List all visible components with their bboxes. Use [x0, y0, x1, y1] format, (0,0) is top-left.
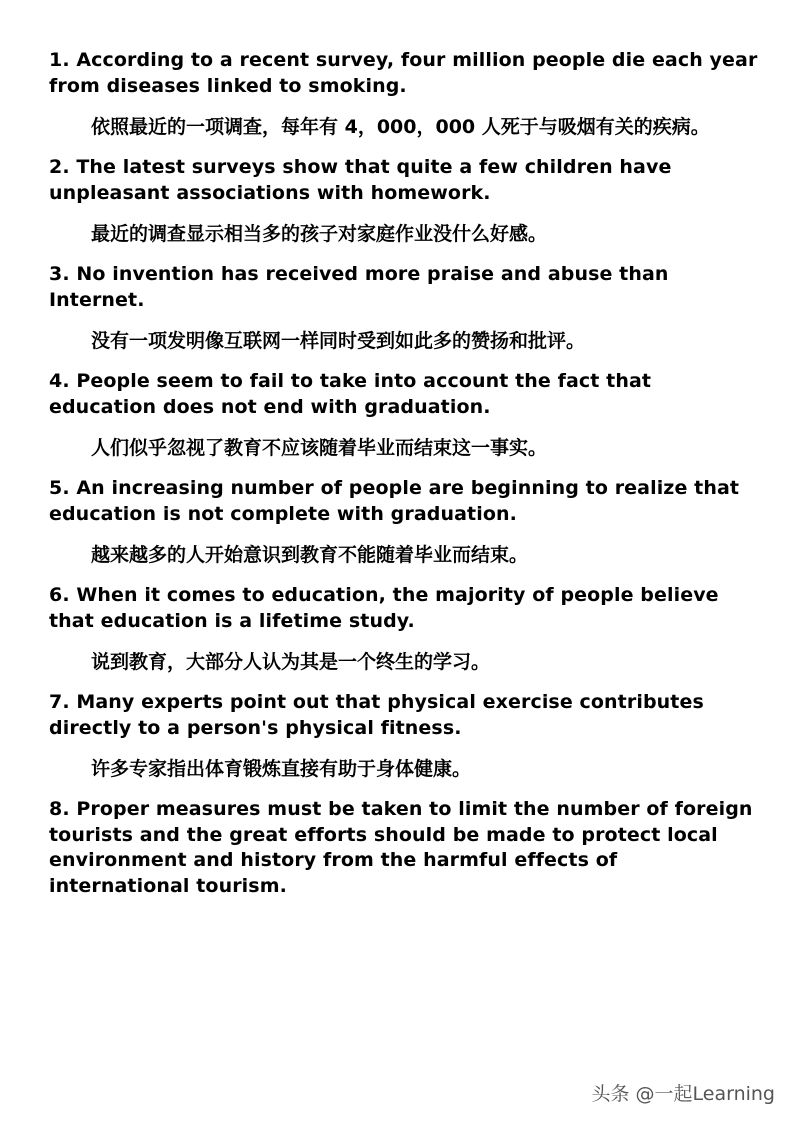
english-sentence: 1. According to a recent survey, four million people die each year from diseases linked to smoking.: [49, 49, 758, 97]
sentence-item-7: [49, 690, 759, 790]
chinese-translation: 依照最近的一项调查，每年有 4，000，000 人死于与吸烟有关的疾病。: [91, 116, 710, 138]
english-sentence: 5. An increasing number of people are beginning to realize that education is not complete with graduation.: [49, 477, 740, 525]
sentence-item-5: [49, 476, 759, 576]
watermark: 头条 @一起Learning: [591, 1083, 775, 1105]
sentence-item-3: [49, 262, 759, 362]
english-sentence: 6. When it comes to education, the majority of people believe that education is a lifetime study.: [49, 584, 719, 632]
chinese-translation: 最近的调查显示相当多的孩子对家庭作业没什么好感。: [91, 223, 548, 245]
sentence-item-4: [49, 369, 759, 469]
chinese-translation: 许多专家指出体育锻炼直接有助于身体健康。: [91, 758, 472, 780]
document-body: [49, 48, 759, 899]
english-sentence: 4. People seem to fail to take into account the fact that education does not end with graduation.: [49, 370, 652, 418]
sentence-item-6: [49, 583, 759, 683]
chinese-translation: 越来越多的人开始意识到教育不能随着毕业而结束。: [91, 544, 529, 566]
sentence-item-1: [49, 48, 759, 148]
sentence-item-2: [49, 155, 759, 255]
chinese-translation: 人们似乎忽视了教育不应该随着毕业而结束这一事实。: [91, 437, 548, 459]
chinese-translation: 说到教育，大部分人认为其是一个终生的学习。: [91, 651, 491, 673]
english-sentence: 7. Many experts point out that physical exercise contributes directly to a person's physical fitness.: [49, 691, 704, 739]
chinese-translation: 没有一项发明像互联网一样同时受到如此多的赞扬和批评。: [91, 330, 586, 352]
english-sentence: 3. No invention has received more praise and abuse than Internet.: [49, 263, 669, 311]
english-sentence: 8. Proper measures must be taken to limit the number of foreign tourists and the great efforts should be made to protect local environment and history from the harmful effects of international tourism.: [49, 798, 753, 897]
english-sentence: 2. The latest surveys show that quite a few children have unpleasant associations with homework.: [49, 156, 672, 204]
sentence-item-8: [49, 797, 759, 899]
